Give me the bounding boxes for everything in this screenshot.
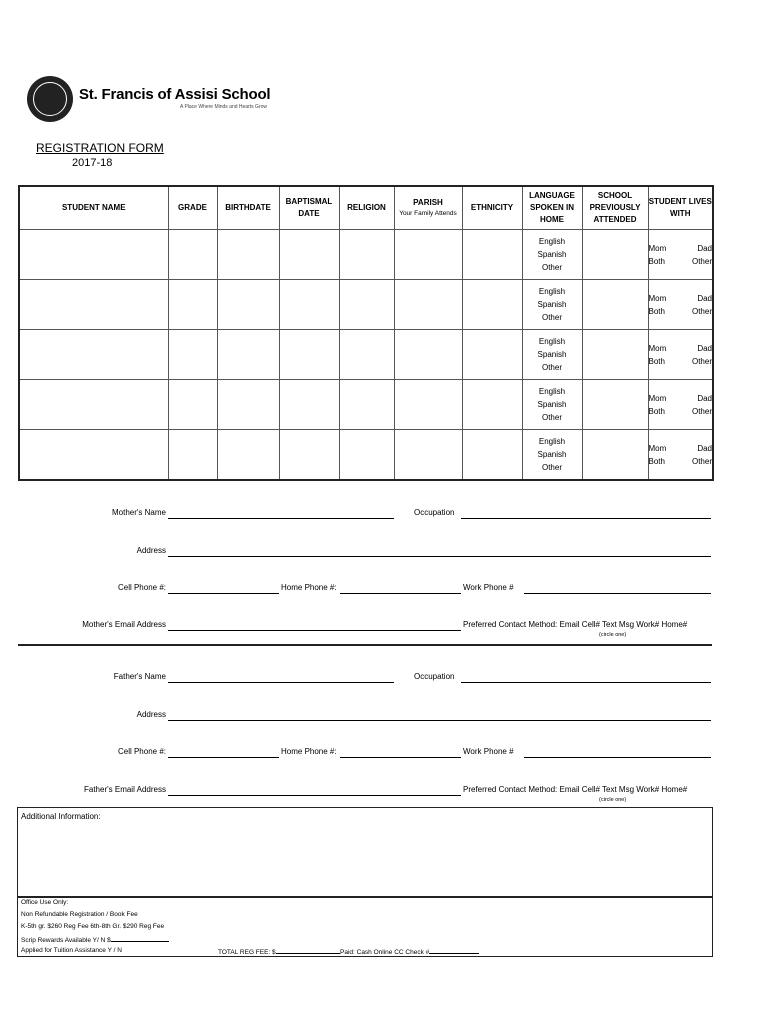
- total-fee-field[interactable]: [276, 947, 340, 954]
- table-row: [19, 330, 713, 380]
- additional-info-box[interactable]: [17, 807, 713, 957]
- office-divider: [18, 896, 712, 898]
- mother-email-field[interactable]: [168, 630, 461, 631]
- lives-dad[interactable]: Dad: [697, 243, 712, 253]
- language-cell[interactable]: [522, 430, 582, 481]
- baptismal-date-cell[interactable]: [279, 430, 339, 481]
- lives-with-cell[interactable]: [648, 430, 713, 481]
- student-name-cell[interactable]: [19, 330, 168, 380]
- student-table: [18, 185, 714, 481]
- lives-both[interactable]: Both: [648, 356, 665, 366]
- religion-cell[interactable]: [339, 380, 394, 430]
- lives-with-cell[interactable]: [648, 330, 713, 380]
- col-lives-with: STUDENT LIVES WITH: [648, 186, 713, 230]
- father-email-field[interactable]: [168, 795, 461, 796]
- lives-mom[interactable]: Mom: [648, 443, 667, 453]
- col-parish-sub: Your Family Attends: [399, 210, 457, 217]
- language-other[interactable]: Other: [541, 313, 562, 322]
- father-occupation-field[interactable]: [461, 682, 711, 683]
- parish-cell[interactable]: [394, 280, 462, 330]
- grade-cell[interactable]: [168, 280, 217, 330]
- school-name: St. Francis of Assisi School: [79, 86, 271, 103]
- father-address-label: Address: [136, 710, 166, 719]
- lives-other[interactable]: Other: [691, 306, 712, 316]
- language-spanish[interactable]: Spanish: [537, 300, 567, 309]
- religion-cell[interactable]: [339, 230, 394, 280]
- school-previously-cell[interactable]: [582, 380, 648, 430]
- col-grade: GRADE: [168, 186, 217, 230]
- grade-cell[interactable]: [168, 430, 217, 481]
- office-scrip-label: Scrip Rewards Available Y/ N $: [21, 937, 111, 944]
- ethnicity-cell[interactable]: [462, 280, 522, 330]
- table-row: [19, 230, 713, 280]
- mother-home-label: Home Phone #:: [281, 583, 337, 592]
- lives-with-cell[interactable]: [648, 280, 713, 330]
- language-cell[interactable]: [522, 330, 582, 380]
- table-row: [19, 380, 713, 430]
- lives-dad[interactable]: Dad: [697, 443, 712, 453]
- grade-cell[interactable]: [168, 380, 217, 430]
- father-preferred-contact[interactable]: Preferred Contact Method: Email Cell# Text Msg Work# Home#: [463, 785, 688, 794]
- language-english[interactable]: English: [538, 287, 566, 296]
- table-row: [19, 280, 713, 330]
- school-previously-cell[interactable]: [582, 330, 648, 380]
- grade-cell[interactable]: [168, 230, 217, 280]
- father-email-label: Father's Email Address: [83, 785, 166, 794]
- lives-both[interactable]: Both: [648, 306, 665, 316]
- section-divider: [18, 644, 712, 646]
- mother-work-field[interactable]: [524, 593, 711, 594]
- baptismal-date-cell[interactable]: [279, 280, 339, 330]
- language-cell[interactable]: [522, 380, 582, 430]
- lives-both[interactable]: Both: [648, 256, 665, 266]
- col-parish: [394, 186, 462, 230]
- language-cell[interactable]: [522, 280, 582, 330]
- father-home-label: Home Phone #:: [281, 747, 337, 756]
- father-work-label: Work Phone #: [463, 747, 514, 756]
- parish-cell[interactable]: [394, 330, 462, 380]
- student-name-cell[interactable]: [19, 280, 168, 330]
- scrip-amount-field[interactable]: [111, 935, 169, 942]
- lives-dad[interactable]: Dad: [697, 393, 712, 403]
- baptismal-date-cell[interactable]: [279, 330, 339, 380]
- school-logo: [27, 76, 73, 122]
- parish-cell[interactable]: [394, 430, 462, 481]
- table-header-row: [19, 186, 713, 230]
- mother-address-field[interactable]: [168, 556, 711, 557]
- language-english[interactable]: English: [538, 337, 566, 346]
- father-work-field[interactable]: [524, 757, 711, 758]
- lives-mom[interactable]: Mom: [648, 393, 667, 403]
- ethnicity-cell[interactable]: [462, 230, 522, 280]
- mother-work-label: Work Phone #: [463, 583, 514, 592]
- lives-other[interactable]: Other: [691, 356, 712, 366]
- birthdate-cell[interactable]: [217, 280, 279, 330]
- office-paid-line: [340, 947, 479, 956]
- language-other[interactable]: Other: [541, 463, 562, 472]
- mother-cell-label: Cell Phone #:: [117, 583, 166, 592]
- office-use-title: Office Use Only:: [21, 899, 69, 906]
- parish-cell[interactable]: [394, 380, 462, 430]
- father-cell-label: Cell Phone #:: [117, 747, 166, 756]
- father-name-label: Father's Name: [113, 672, 166, 681]
- lives-dad[interactable]: Dad: [697, 293, 712, 303]
- student-name-cell[interactable]: [19, 230, 168, 280]
- office-total-line: [218, 947, 340, 956]
- language-spanish[interactable]: Spanish: [537, 350, 567, 359]
- language-spanish[interactable]: Spanish: [537, 450, 567, 459]
- mother-email-label: Mother's Email Address: [82, 620, 166, 629]
- mother-home-field[interactable]: [340, 593, 461, 594]
- language-spanish[interactable]: Spanish: [537, 400, 567, 409]
- grade-cell[interactable]: [168, 330, 217, 380]
- lives-mom[interactable]: Mom: [648, 343, 667, 353]
- birthdate-cell[interactable]: [217, 230, 279, 280]
- total-fee-label: TOTAL REG FEE: $: [218, 949, 276, 956]
- baptismal-date-cell[interactable]: [279, 380, 339, 430]
- lives-mom[interactable]: Mom: [648, 293, 667, 303]
- table-row: [19, 430, 713, 481]
- language-other[interactable]: Other: [541, 363, 562, 372]
- lives-other[interactable]: Other: [691, 256, 712, 266]
- col-language: LANGUAGE SPOKEN IN HOME: [522, 186, 582, 230]
- language-english[interactable]: English: [538, 437, 566, 446]
- col-baptismal-date: BAPTISMAL DATE: [279, 186, 339, 230]
- birthdate-cell[interactable]: [217, 380, 279, 430]
- form-year: 2017-18: [72, 157, 113, 169]
- school-tagline: A Place Where Minds and Hearts Grow: [180, 104, 267, 110]
- col-ethnicity: ETHNICITY: [462, 186, 522, 230]
- school-previously-cell[interactable]: [582, 230, 648, 280]
- language-spanish[interactable]: Spanish: [537, 250, 567, 259]
- mother-circle-one: (circle one): [599, 632, 627, 638]
- office-fee-line: Non Refundable Registration / Book Fee: [21, 911, 138, 918]
- lives-dad[interactable]: Dad: [697, 343, 712, 353]
- student-name-cell[interactable]: [19, 430, 168, 481]
- lives-both[interactable]: Both: [648, 456, 665, 466]
- language-english[interactable]: English: [538, 387, 566, 396]
- parish-cell[interactable]: [394, 230, 462, 280]
- lives-mom[interactable]: Mom: [648, 243, 667, 253]
- mother-occupation-field[interactable]: [461, 518, 711, 519]
- col-religion: RELIGION: [339, 186, 394, 230]
- col-school-previously: SCHOOL PREVIOUSLY ATTENDED: [582, 186, 648, 230]
- office-grade-fees: K-5th gr. $260 Reg Fee 6th-8th Gr. $290 Reg Fee: [21, 923, 165, 930]
- col-parish-label: PARISH: [413, 198, 443, 207]
- additional-info-label: Additional Information:: [21, 812, 101, 821]
- ethnicity-cell[interactable]: [462, 330, 522, 380]
- religion-cell[interactable]: [339, 430, 394, 481]
- language-other[interactable]: Other: [541, 413, 562, 422]
- language-cell[interactable]: [522, 230, 582, 280]
- tree-icon: [33, 82, 67, 116]
- ethnicity-cell[interactable]: [462, 430, 522, 481]
- student-name-cell[interactable]: [19, 380, 168, 430]
- mother-address-label: Address: [136, 546, 166, 555]
- language-english[interactable]: English: [538, 237, 566, 246]
- office-scrip-line: [21, 935, 169, 944]
- father-circle-one: (circle one): [599, 797, 627, 803]
- col-student-name: STUDENT NAME: [19, 186, 168, 230]
- form-title: REGISTRATION FORM: [36, 141, 164, 155]
- lives-other[interactable]: Other: [691, 406, 712, 416]
- birthdate-cell[interactable]: [217, 330, 279, 380]
- father-cell-field[interactable]: [168, 757, 279, 758]
- check-number-field[interactable]: [429, 947, 479, 954]
- baptismal-date-cell[interactable]: [279, 230, 339, 280]
- father-occupation-label: Occupation: [414, 672, 455, 681]
- religion-cell[interactable]: [339, 280, 394, 330]
- lives-other[interactable]: Other: [691, 456, 712, 466]
- lives-with-cell[interactable]: [648, 380, 713, 430]
- mother-cell-field[interactable]: [168, 593, 279, 594]
- ethnicity-cell[interactable]: [462, 380, 522, 430]
- mother-occupation-label: Occupation: [414, 508, 455, 517]
- mother-name-label: Mother's Name: [112, 508, 166, 517]
- mother-name-field[interactable]: [168, 518, 394, 519]
- paid-label: Paid: Cash Online CC Check #: [340, 949, 430, 956]
- mother-preferred-contact[interactable]: Preferred Contact Method: Email Cell# Text Msg Work# Home#: [463, 620, 688, 629]
- lives-both[interactable]: Both: [648, 406, 665, 416]
- language-other[interactable]: Other: [541, 263, 562, 272]
- office-tuition-assistance: Applied for Tuition Assistance Y / N: [21, 947, 122, 954]
- father-home-field[interactable]: [340, 757, 461, 758]
- father-address-field[interactable]: [168, 720, 711, 721]
- father-name-field[interactable]: [168, 682, 394, 683]
- religion-cell[interactable]: [339, 330, 394, 380]
- school-previously-cell[interactable]: [582, 430, 648, 481]
- col-birthdate: BIRTHDATE: [217, 186, 279, 230]
- school-previously-cell[interactable]: [582, 280, 648, 330]
- lives-with-cell[interactable]: [648, 230, 713, 280]
- birthdate-cell[interactable]: [217, 430, 279, 481]
